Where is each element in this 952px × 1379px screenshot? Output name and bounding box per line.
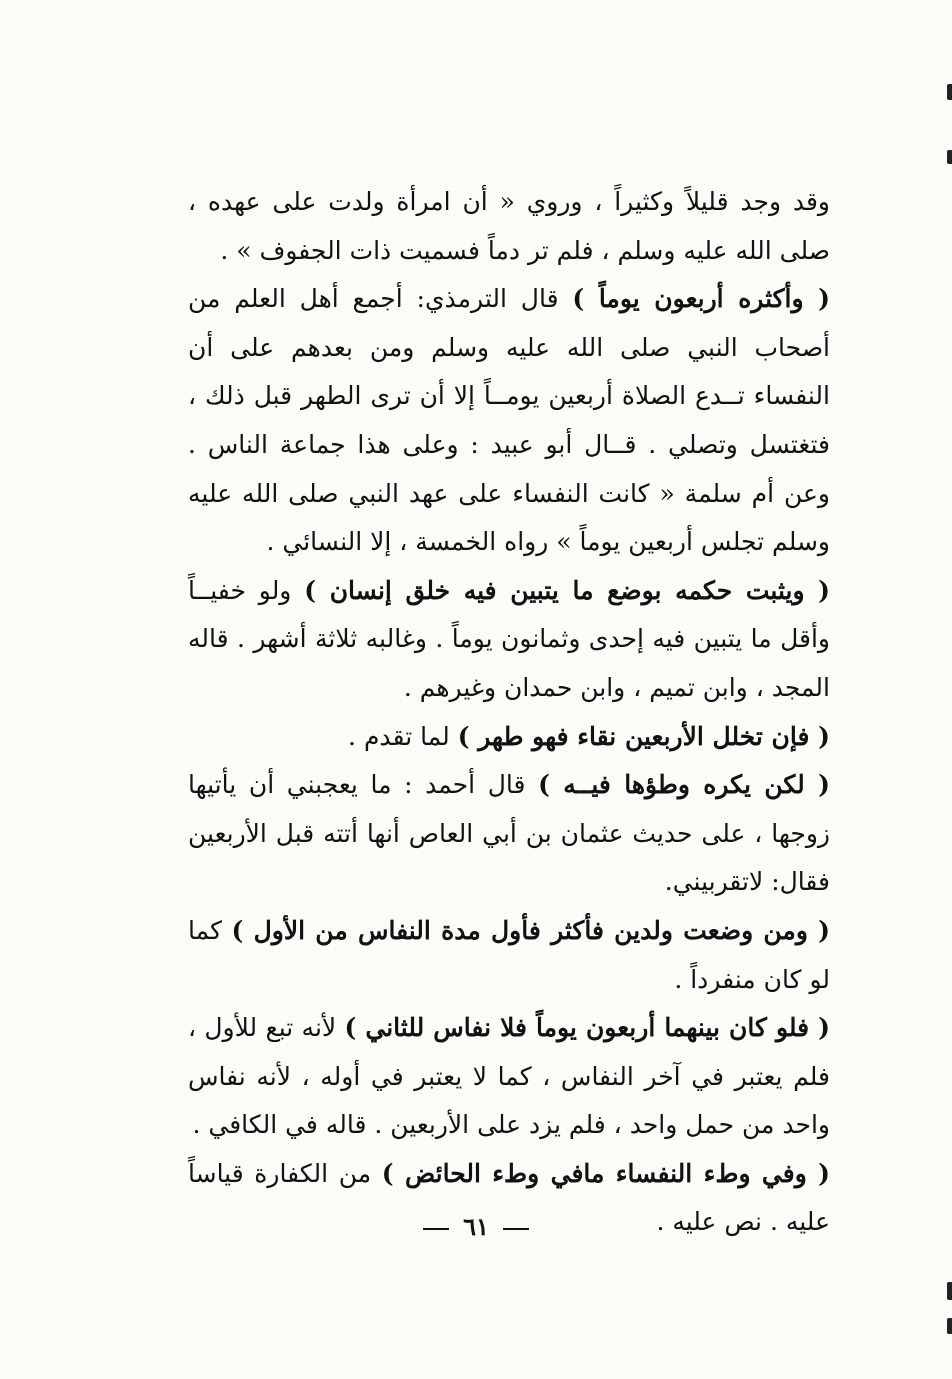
paragraph-3 xyxy=(188,567,830,713)
page-number xyxy=(0,1212,952,1241)
body-text xyxy=(188,178,830,1247)
paragraph-lead: ( ويثبت حكمه بوضع ما يتبين فيه خلق إنسان ) xyxy=(304,575,830,605)
paragraph-2 xyxy=(188,275,830,567)
paragraph-lead: ( وأكثره أربعون يوماً ) xyxy=(572,284,830,314)
scan-edge-mark xyxy=(947,1318,952,1334)
scan-edge-mark xyxy=(947,1282,952,1300)
paragraph-lead: ( ومن وضعت ولدين فأكثر فأول مدة النفاس من الأول ) xyxy=(231,915,830,945)
paragraph-1 xyxy=(188,178,830,275)
paragraph-lead: ( وفي وطء النفساء مافي وطء الحائض ) xyxy=(381,1158,830,1188)
paragraph-lead: ( فلو كان بينهما أربعون يوماً فلا نفاس للثاني ) xyxy=(344,1013,830,1043)
folio-dash-left xyxy=(503,1228,529,1230)
paragraph-4 xyxy=(188,713,830,762)
paragraph-5 xyxy=(188,761,830,907)
paragraph-6 xyxy=(188,907,830,1004)
scan-edge-mark xyxy=(947,84,952,100)
folio-dash-right xyxy=(423,1228,449,1230)
paragraph-lead: ( لكن يكره وطؤها فيــه ) xyxy=(538,770,830,800)
paragraph-text: لما تقدم . xyxy=(348,721,458,751)
scan-edge-mark xyxy=(947,150,952,164)
paragraph-text: وقد وجد قليلاً وكثيراً ، وروي « أن امرأة ولدت على عهده ، صلى الله عليه وسلم ، فلم تر دماً فسميت ذات الجفوف » . xyxy=(188,187,830,265)
page-number-value: ٦١ xyxy=(463,1212,489,1241)
paragraph-text: قال أحمد : ما يعجبني أن يأتيها زوجها ، على حديث عثمان بن أبي العاص أنها أتته قبل الأربعين فقال: لاتقربيني. xyxy=(188,770,830,897)
paragraph-text: قال الترمذي: أجمع أهل العلم من أصحاب النبي صلى الله عليه وسلم ومن بعدهم على أن النفساء تــدع الصلاة أربعين يومــاً إلا أن ترى الطهر قبل ذلك ، فتغتسل وتصلي . قــال أبو عبيد : وعلى هذا جماعة الناس . وعن أم سلمة « كانت النفساء على عهد النبي صلى الله عليه وسلم تجلس أربعين يوماً » رواه الخمسة ، إلا النسائي . xyxy=(188,284,830,557)
paragraph-lead: ( فإن تخلل الأربعين نقاء فهو طهر ) xyxy=(457,721,830,751)
paragraph-text: من الكفارة قياساً عليه . نص عليه . xyxy=(188,1158,830,1237)
paragraph-text: كما لو كان منفرداً . xyxy=(188,915,830,994)
paragraph-text: لأنه تبع للأول ، فلم يعتبر في آخر النفاس ، كما لا يعتبر في أوله ، لأنه نفاس واحد من حمل واحد ، فلم يزد على الأربعين . قاله في الكافي . xyxy=(188,1013,830,1140)
paragraph-text: ولو خفيــاً وأقل ما يتبين فيه إحدى وثمانون يوماً . وغالبه ثلاثة أشهر . قاله المجد ، وابن تميم ، وابن حمدان وغيرهم . xyxy=(188,575,830,702)
paragraph-7 xyxy=(188,1004,830,1150)
